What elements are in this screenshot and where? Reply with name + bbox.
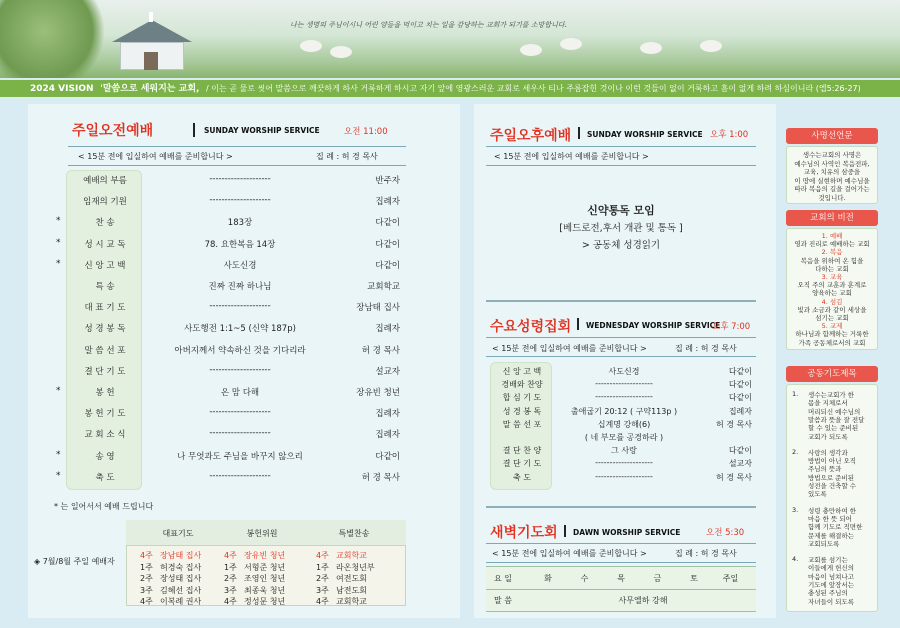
vision-line: 섬기는 교회 <box>815 314 849 322</box>
church-image <box>112 12 192 70</box>
mission-line: 생수는교회의 사명은 <box>802 151 862 159</box>
vision-line: 영과 진리로 예배하는 교회 <box>794 240 870 249</box>
order-content: 아버지께서 약속하신 것을 기다리라 <box>174 345 306 356</box>
order-mark: * <box>56 237 61 248</box>
servers-week: 2주 <box>316 574 329 583</box>
wed-item: 경배와 찬양 <box>501 380 543 390</box>
order-mark: * <box>56 386 61 396</box>
order-person: 집례자 <box>375 324 400 335</box>
wed-item: 결 단 찬 양 <box>502 446 542 456</box>
servers-week: 3주 <box>140 585 153 595</box>
servers-name: 서형준 청년 <box>244 562 286 572</box>
wednesday-title: 수요성령집회 <box>490 319 572 335</box>
mission-line: 따라 복음의 길을 걸어가는 <box>794 185 870 194</box>
wednesday-subtitle: WEDNESDAY WORSHIP SERVICE <box>586 321 721 330</box>
servers-week: 4주 <box>316 551 329 560</box>
servers-name: 최종욱 청년 <box>244 585 286 595</box>
prayer-line: 자녀들이 되도록 <box>808 597 855 606</box>
servers-name: 이복례 권사 <box>160 597 202 606</box>
order-mark: * <box>56 216 61 227</box>
servers-name: 장남태 집사 <box>160 551 202 560</box>
order-content: -------------------- <box>209 364 271 375</box>
afternoon-prep-note: < 15분 전에 입실하여 예배를 준비합니다 > <box>494 152 649 161</box>
servers-name: 정성문 청년 <box>244 597 286 606</box>
order-item: 교 회 소 식 <box>84 430 126 441</box>
wed-person: 집례자 <box>728 406 752 416</box>
order-person: 설교자 <box>375 366 400 377</box>
servers-name: 여전도회 <box>336 574 367 583</box>
prayer-line: 마음이 넘쳐나고 <box>808 572 855 581</box>
afternoon-subtitle: SUNDAY WORSHIP SERVICE <box>587 130 703 139</box>
wed-item: 성 경 봉 독 <box>502 406 542 416</box>
prayer-line: 몸을 지체로서 <box>808 399 848 408</box>
servers-header: 특별찬송 <box>338 529 370 538</box>
prayer-line: 방법이 아닌 오직 <box>808 457 857 466</box>
prayer-line: 기도에 앞장서는 <box>808 581 855 589</box>
wed-person: 다같이 <box>728 393 752 403</box>
wed-person: 설교자 <box>728 459 752 469</box>
vision-box-title: 교회의 비전 <box>786 210 878 226</box>
prayer-num: 2. <box>792 447 799 456</box>
morning-title: 주일오전예배 <box>72 123 154 139</box>
wed-content: 십계명 강해(6) <box>597 419 651 429</box>
servers-name: 김혜선 집사 <box>160 585 202 595</box>
order-item: 봉 헌 기 도 <box>84 409 126 420</box>
mission-line: 교육, 치유의 삼중을 <box>803 168 861 177</box>
prayer-line: 성전을 건축할 수 <box>808 482 857 490</box>
wed-item: 말 씀 선 포 <box>502 419 542 429</box>
dawn-day: 수 <box>580 574 589 583</box>
vision-line: 하나님과 함께하는 거룩한 <box>795 330 869 339</box>
sheep-image <box>640 42 662 54</box>
wed-content: 그 사랑 <box>611 446 637 456</box>
afternoon-time: 오후 1:00 <box>710 130 749 140</box>
order-item: 말 씀 선 포 <box>84 345 126 356</box>
prayer-line: 교회를 섬기는 <box>808 556 848 565</box>
servers-week: 4주 <box>224 551 237 560</box>
dawn-day: 금 <box>653 574 662 583</box>
order-person: 다같이 <box>375 239 400 250</box>
prayer-line: 말씀과 뜻을 잘 전달 <box>808 415 865 424</box>
servers-name: 남전도회 <box>336 585 367 595</box>
dawn-day: 화 <box>544 574 552 583</box>
wed-person: 허 경 목사 <box>716 472 752 482</box>
order-content: 사도행전 1:1~5 (신약 187p) <box>184 324 296 335</box>
prayer-num: 4. <box>792 555 799 564</box>
mission-title: 사명선언문 <box>786 128 878 144</box>
prayer-line: 성령 충만하여 한 <box>808 506 857 515</box>
sheep-image <box>300 40 322 52</box>
prayer-line: 할 수 있는 준비된 <box>808 424 859 433</box>
vision-text: / 이는 곧 물로 씻어 말씀으로 깨끗하게 하사 거룩하게 하시고 자기 앞에 영광스러운 교회로 세우사 티나 주름잡힌 것이나 이런 것들이 없이 거룩하고 흠이 없게 하려 하심이니라 (엡5:26-27) <box>206 84 861 93</box>
afternoon-meeting-note: > 공동체 성경읽기 <box>581 240 661 251</box>
wed-content: -------------------- <box>595 392 653 402</box>
prayer-line: 생수는교회가 한 <box>808 391 855 399</box>
wed-person: 허 경 목사 <box>716 419 752 429</box>
wed-content: 사도신경 <box>608 367 640 376</box>
wed-item: 합 심 기 도 <box>502 393 542 403</box>
order-person: 장남태 집사 <box>356 303 400 314</box>
dawn-day: 주일 <box>722 574 739 583</box>
servers-name: 교회학교 <box>336 551 367 560</box>
stand-note: * 는 일어서서 예배 드립니다 <box>54 502 154 511</box>
servers-week: 3주 <box>316 585 329 595</box>
order-person: 반주자 <box>375 176 400 186</box>
prayer-line: 마음 한 뜻 되어 <box>808 514 852 523</box>
dawn-word: 사무엘하 강해 <box>618 596 668 605</box>
wed-content: -------------------- <box>595 379 653 389</box>
morning-leader: 집 례 : 허 경 목사 <box>316 152 378 161</box>
wed-person: 다같이 <box>728 367 752 376</box>
order-item: 성 경 봉 독 <box>84 324 126 335</box>
dawn-prep-note: < 15분 전에 입실하여 예배를 준비합니다 > <box>492 549 647 558</box>
order-person: 교회학교 <box>367 282 400 292</box>
mission-line: 이 땅에 실현하며 예수님을 <box>794 176 870 185</box>
order-item: 특 송 <box>95 282 115 292</box>
prayer-num: 1. <box>792 390 799 398</box>
vision-line: 복음을 위하여 온 힘을 <box>800 256 864 265</box>
prayer-line: 교회가 되도록 <box>808 432 848 441</box>
header-banner <box>0 0 900 78</box>
servers-week: 2주 <box>140 574 153 583</box>
order-item: 축 도 <box>95 472 115 483</box>
dawn-time: 오전 5:30 <box>706 528 745 538</box>
order-item: 신 앙 고 백 <box>84 260 126 271</box>
order-item: 결 단 기 도 <box>84 366 126 377</box>
wednesday-prep-note: < 15분 전에 입실하여 예배를 준비합니다 > <box>492 344 647 353</box>
order-content: -------------------- <box>209 174 271 184</box>
servers-name: 장유빈 청년 <box>244 551 286 560</box>
prayer-line: 머리되신 예수님의 <box>808 407 861 416</box>
wednesday-time: 오후 7:00 <box>712 322 751 332</box>
wed-content: -------------------- <box>595 458 653 468</box>
order-item: 봉 헌 <box>95 388 115 398</box>
sheep-image <box>700 40 722 52</box>
prayer-line: 주님의 뜻과 <box>808 465 842 474</box>
vision-line: 양육하는 교회 <box>812 289 852 298</box>
servers-name: 장성태 집사 <box>160 574 202 583</box>
prayer-line: 있도록 <box>808 490 827 499</box>
prayer-line: 충성된 주님의 <box>808 589 848 598</box>
order-mark: * <box>56 258 61 269</box>
wednesday-leader: 집 례 : 허 경 목사 <box>675 344 737 353</box>
morning-subtitle: SUNDAY WORSHIP SERVICE <box>204 126 320 135</box>
afternoon-meeting-sub: [베드로전,후서 개관 및 통독 ] <box>559 223 683 234</box>
order-item: 성 시 교 독 <box>84 239 126 250</box>
vision-head: 5. 교제 <box>821 322 843 331</box>
prayer-line: 이들에게 헌신의 <box>808 564 855 573</box>
servers-name: 허경숙 집사 <box>160 562 202 572</box>
order-person: 집례자 <box>375 430 400 441</box>
tree-image <box>0 0 110 78</box>
afternoon-meeting-title: 신약통독 모임 <box>587 204 655 217</box>
order-content: -------------------- <box>209 470 271 481</box>
sheep-image <box>520 44 542 56</box>
vision-head: 4. 섬김 <box>821 297 843 306</box>
prayer-line: 교회되도록 <box>808 539 840 548</box>
dawn-subtitle: DAWN WORSHIP SERVICE <box>573 528 681 537</box>
vision-line: 빛과 소금과 같이 세상을 <box>797 305 867 314</box>
morning-prep-note: < 15분 전에 입실하여 예배를 준비합니다 > <box>78 152 233 161</box>
servers-header: 봉헌위원 <box>246 529 278 538</box>
servers-week: 1주 <box>224 562 237 572</box>
prayer-title: 공동기도제목 <box>786 366 878 382</box>
order-person: 집례자 <box>375 409 400 420</box>
order-item: 예배의 부름 <box>83 176 127 186</box>
servers-name: 조영인 청년 <box>244 574 286 583</box>
order-person: 허 경 목사 <box>361 345 400 356</box>
wed-content: ( 네 부모를 공경하라 ) <box>584 433 664 442</box>
prayer-line: 함께 기도로 직면한 <box>808 523 863 532</box>
vision-head: 2. 복음 <box>821 248 843 257</box>
vision-label: 2024 VISION <box>30 84 94 94</box>
order-content: 진짜 진짜 하나님 <box>208 282 272 292</box>
servers-header: 대표기도 <box>162 529 194 538</box>
order-person: 허 경 목사 <box>361 472 400 483</box>
vision-line: 다하는 교회 <box>815 264 849 273</box>
order-person: 집례자 <box>375 197 400 208</box>
order-item: 찬 송 <box>95 218 115 229</box>
morning-time: 오전 11:00 <box>344 127 388 137</box>
order-content: 78. 요한복음 14장 <box>204 239 276 250</box>
servers-week: 4주 <box>140 551 153 560</box>
mission-line: 예수님의 사역인 복음전파, <box>794 159 870 168</box>
order-person: 다같이 <box>375 260 400 271</box>
servers-week: 2주 <box>224 574 237 583</box>
dawn-word-label: 말 씀 <box>494 596 512 605</box>
order-content: -------------------- <box>209 195 271 206</box>
servers-week: 3주 <box>224 585 237 595</box>
servers-week: 1주 <box>316 562 329 572</box>
wed-content: 출애굽기 20:12 ( 구약113p ) <box>570 406 678 416</box>
banner-verse: 나는 생명의 주님이시니 어린 양들을 먹이고 치는 일을 감당하는 교회가 되기를 소망합니다. <box>290 21 567 29</box>
order-item: 송 영 <box>95 451 115 462</box>
vision-line: 오직 주의 교훈과 훈계로 <box>797 281 867 290</box>
dawn-day: 토 <box>690 574 698 583</box>
prayer-line: 문제를 해결하는 <box>808 531 855 540</box>
servers-week: 4주 <box>316 597 329 606</box>
vision-strip <box>0 80 900 97</box>
order-mark: * <box>56 449 61 460</box>
wed-person: 다같이 <box>728 446 752 456</box>
dawn-leader: 집 례 : 허 경 목사 <box>675 549 737 558</box>
servers-label: ◈ 7월/8월 주일 예배자 <box>34 557 115 566</box>
servers-week: 4주 <box>224 597 237 606</box>
dawn-day: 목 <box>617 574 625 583</box>
wed-item: 축 도 <box>513 472 531 482</box>
order-content: -------------------- <box>209 301 271 312</box>
order-content: 온 맘 다해 <box>220 388 260 398</box>
servers-name: 라온청년부 <box>336 562 375 572</box>
vision-head: 1. 예배 <box>821 232 843 240</box>
order-content: 사도신경 <box>223 260 257 271</box>
prayer-num: 3. <box>792 505 799 514</box>
wed-item: 결 단 기 도 <box>502 459 542 469</box>
mission-line: 것입니다. <box>818 194 846 202</box>
dawn-title: 새벽기도회 <box>490 525 558 541</box>
dawn-day-label: 요 일 <box>494 574 512 583</box>
order-content: 183장 <box>227 218 253 229</box>
sheep-image <box>330 46 352 58</box>
wed-content: -------------------- <box>595 471 653 481</box>
servers-week: 1주 <box>140 562 153 572</box>
order-item: 임재의 기원 <box>83 197 127 208</box>
servers-week: 4주 <box>140 597 153 606</box>
sheep-image <box>560 38 582 50</box>
order-item: 대 표 기 도 <box>84 303 126 314</box>
order-person: 다같이 <box>375 451 400 462</box>
order-person: 다같이 <box>375 218 400 229</box>
prayer-line: 사랑의 생각과 <box>808 448 848 457</box>
order-content: -------------------- <box>209 428 271 439</box>
order-content: -------------------- <box>209 407 271 418</box>
wed-item: 신 앙 고 백 <box>502 367 542 376</box>
order-mark: * <box>56 470 61 481</box>
vision-head: 3. 교육 <box>821 273 843 281</box>
afternoon-title: 주일오후예배 <box>490 128 572 144</box>
order-person: 장유빈 청년 <box>356 388 400 398</box>
vision-slogan: '말씀으로 세워지는 교회, <box>100 84 200 94</box>
order-content: 나 무엇과도 주님을 바꾸지 않으리 <box>177 451 303 462</box>
prayer-line: 방법으로 준비된 <box>808 473 855 482</box>
servers-name: 교회학교 <box>336 597 367 606</box>
vision-line: 가족 공동체로서의 교회 <box>798 338 866 347</box>
wed-person: 다같이 <box>728 380 752 390</box>
